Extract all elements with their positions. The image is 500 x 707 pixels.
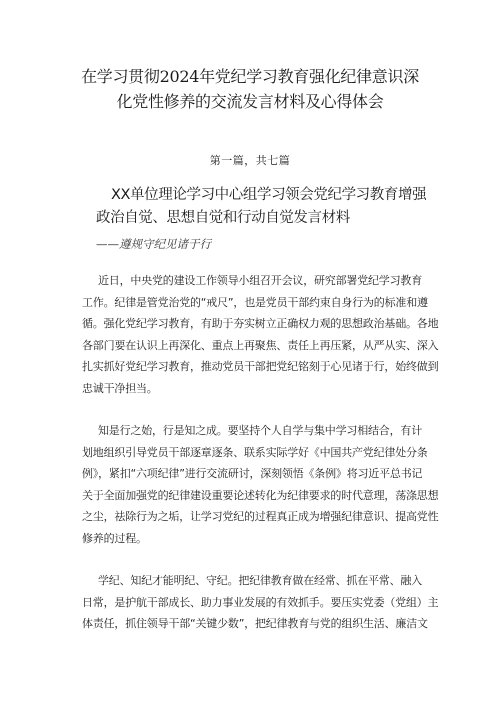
paragraph-line: 近日，中央党的建设工作领导小组召开会议，研究部署党纪学习教育 xyxy=(98,274,422,287)
paragraph-line: 扎实抓好党纪学习教育，推动党员干部把党纪铭刻于心见诸于行，始终做到 xyxy=(82,360,439,373)
paragraph-1 xyxy=(82,270,439,399)
paragraph-line: 之尘，祛除行为之垢，让学习党纪的过程真正成为增强纪律意识、提高党性 xyxy=(82,510,439,523)
article-motto: ——遵规守纪见诸于行 xyxy=(96,237,211,251)
paragraph-line: 修养的过程。 xyxy=(82,531,147,545)
article-title-line-2: 政治自觉、思想自觉和行动自觉发言材料 xyxy=(96,210,350,226)
article-title xyxy=(96,184,471,230)
document-title-line-2: 化党性修养的交流发言材料及心得体会 xyxy=(116,92,384,111)
paragraph-line: 关于全面加强党的纪律建设重要论述转化为纪律要求的时代意理，荡涤思想 xyxy=(82,488,439,502)
article-title-line-1: XX单位理论学习中心组学习领会党纪学习教育增强 xyxy=(111,187,427,203)
section-label: 第一篇，共七篇 xyxy=(209,154,291,167)
paragraph-line: 循。强化党纪学习教育，有助于夯实树立正确权力观的思想政治基础。各地 xyxy=(82,317,439,330)
paragraph-line: 例》，紧扣“六项纪律”进行交流研讨，深刻领悟《条例》将习近平总书记 xyxy=(82,467,423,480)
paragraph-line: 知是行之始，行是知之成。要坚持个人自学与集中学习相结合，有计 xyxy=(98,424,422,437)
paragraph-line: 工作。纪律是管党治党的“戒尺”，也是党员干部约束自身行为的标准和遵 xyxy=(82,295,428,309)
document-title-line-1: 在学习贯彻2024年党纪学习教育强化纪律意识深 xyxy=(81,67,419,86)
paragraph-line: 学纪、知纪才能明纪、守纪。把纪律教育做在经常、抓在平常、融入 xyxy=(98,574,422,587)
paragraph-line: 忠诚干净担当。 xyxy=(82,381,158,395)
paragraph-line: 体责任，抓住领导干部“关键少数”，把纪律教育与党的组织生活、廉洁文 xyxy=(82,617,428,630)
paragraph-line: 划地组织引导党员干部逐章逐条、联系实际学好《中国共产党纪律处分条 xyxy=(82,445,428,459)
paragraph-line: 日常，是护航干部成长、助力事业发展的有效抓手。要压实党委（党组）主 xyxy=(82,595,439,609)
document-title xyxy=(60,64,440,114)
paragraph-3 xyxy=(82,570,439,635)
paragraph-2 xyxy=(82,420,439,549)
paragraph-line: 各部门要在认识上再深化、重点上再聚焦、责任上再压紧，从严从实、深入 xyxy=(82,338,439,352)
